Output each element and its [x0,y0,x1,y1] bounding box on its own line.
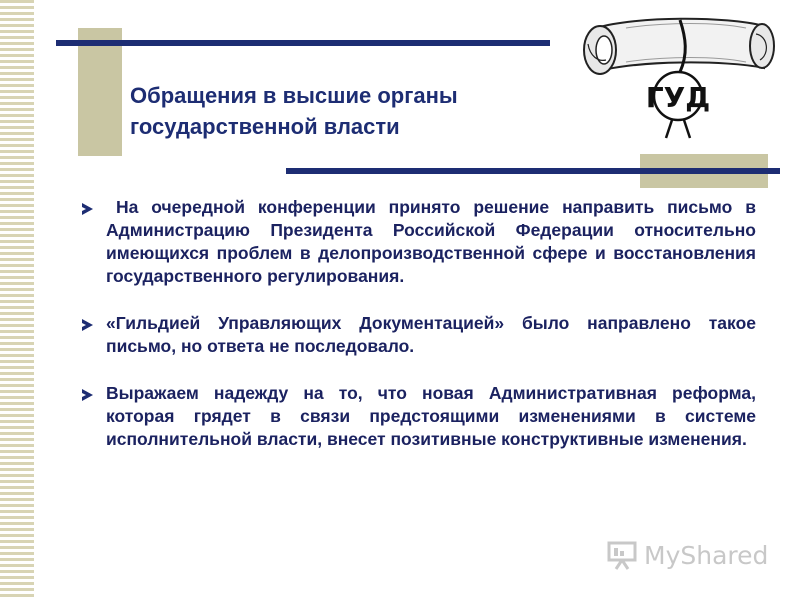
watermark [606,540,768,570]
scroll-with-seal-icon [576,10,780,142]
bullet-item [80,312,756,358]
bullet-list [80,196,756,475]
bullet-item [80,382,756,451]
bottom-divider-line [286,168,780,174]
arrow-bullet-icon [82,389,93,401]
seal-label: ГУД [645,81,711,114]
slide-title [130,80,580,142]
top-divider-line [56,40,550,46]
slide-title-line-2: государственной власти [130,114,400,139]
bullet-text: «Гильдией Управляющих Документацией» было направлено такое письмо, но ответа не последовало. [106,313,756,356]
left-stripe-decoration [0,0,34,600]
bullet-text: На очередной конференции принято решение направить письмо в Администрацию Президента Российской Федерации относительно имеющихся проблем в делопроизводственной сфере и восстановления государственного регулирования. [106,197,756,286]
title-accent-block [78,28,122,156]
bullet-item [80,196,756,288]
arrow-bullet-icon [82,203,93,215]
bullet-text: Выражаем надежду на то, что новая Административная реформа, которая грядет в связи предстоящими изменениями в системе исполнительной власти, внесет позитивные конструктивные изменения. [106,383,756,449]
watermark-text: MyShared [644,540,769,570]
arrow-bullet-icon [82,319,93,331]
slide-title-line-1: Обращения в высшие органы [130,83,458,108]
presentation-board-icon [606,540,638,570]
